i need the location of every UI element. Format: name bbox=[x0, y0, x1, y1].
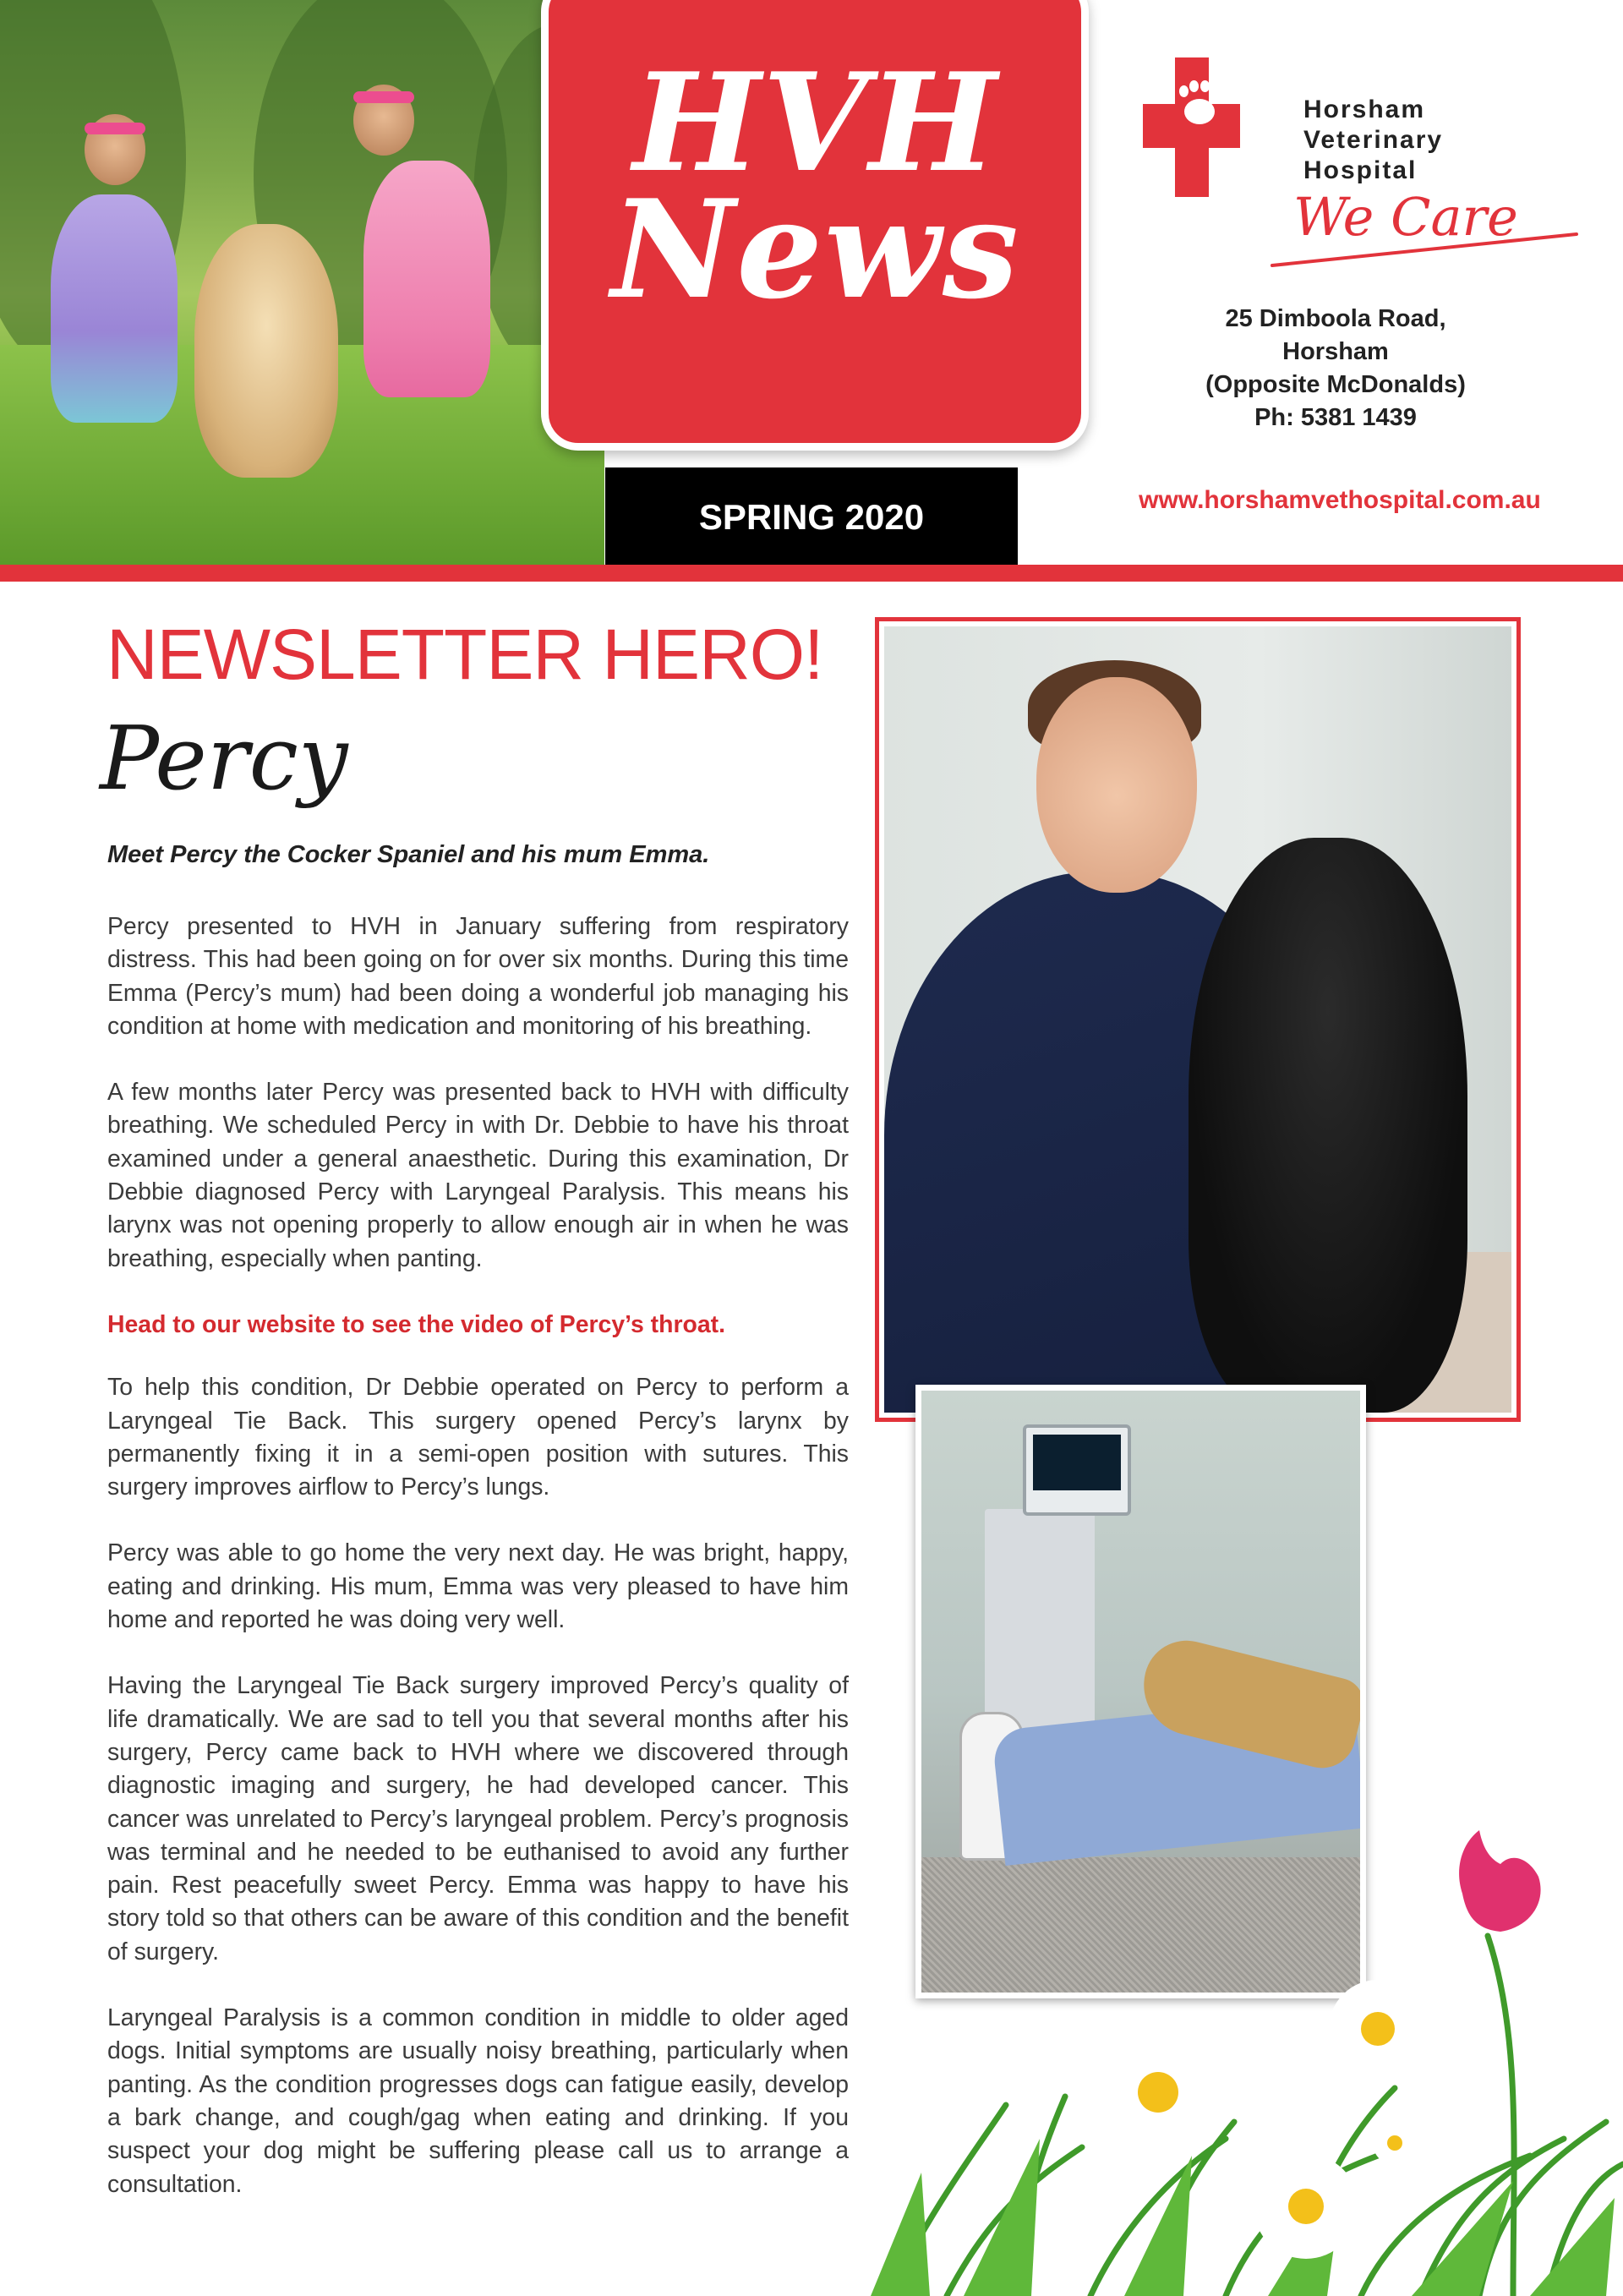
daisy-flowers-decoration bbox=[871, 1818, 1623, 2296]
paragraph: A few months later Percy was presented back to HVH with difficulty breathing. We scheduled Percy in with Dr. Debbie to have his throat examined under a general anaesthetic. During this examination, Dr Debbie diagnosed Percy with Laryngeal Paralysis. This means his larynx was not opening properly to allow enough air in when he was breathing, especially when panting. bbox=[107, 1079, 849, 1272]
article-intro: Meet Percy the Cocker Spaniel and his mum Emma. bbox=[107, 841, 710, 868]
hospital-logo-text bbox=[1303, 95, 1506, 186]
paragraph: To help this condition, Dr Debbie operated on Percy to perform a Laryngeal Tie Back. This surgery opened Percy’s larynx by permanently fixing it in a semi-open position with sutures. This surgery improves airflow to Percy’s lungs. bbox=[107, 1374, 849, 1501]
logo-tagline: We Care bbox=[1293, 186, 1518, 248]
paragraph: Laryngeal Paralysis is a common condition in middle to older aged dogs. Initial symptoms are usually noisy breathing, particularly when panting. As the condition progresses dogs can fatigue easily, develop a bark change, and cough/gag when eating and drinking. If you suspect your dog might be suffering please call us to arrange a consultation. bbox=[107, 2004, 849, 2198]
address-town: Horsham bbox=[1282, 338, 1389, 365]
pet-name: Percy bbox=[100, 707, 348, 810]
paragraph: Having the Laryngeal Tie Back surgery improved Percy’s quality of life dramatically. We are sad to tell you that several months after his surgery, Percy came back to HVH where we discovered through diagnostic imaging and surgery, he had developed cancer. This cancer was unrelated to Percy’s laryngeal problem. Percy’s prognosis was terminal and he needed to be euthanised to avoid any further pain. Rest peacefully sweet Percy. Emma was happy to have his story told so that others can be aware of this condition and the benefit of surgery. bbox=[107, 1672, 849, 1965]
newsletter-title bbox=[541, 43, 1090, 329]
title-line-hvh: HVH bbox=[632, 43, 999, 202]
header-photo-girls-and-dog bbox=[0, 0, 604, 565]
article-heading: NEWSLETTER HERO! bbox=[107, 615, 823, 694]
header-divider bbox=[0, 565, 1623, 582]
address-landmark: (Opposite McDonalds) bbox=[1205, 371, 1466, 398]
logo-line-hospital: Hospital bbox=[1303, 156, 1418, 184]
paw-icon bbox=[1178, 80, 1220, 148]
hospital-address bbox=[1167, 303, 1505, 435]
logo-line-veterinary: Veterinary bbox=[1303, 126, 1444, 154]
paragraph: Percy presented to HVH in January suffering from respiratory distress. This had been going on for over six months. During this time Emma (Percy’s mum) had been doing a wonderful job managing his condition at home with medication and monitoring of his breathing. bbox=[107, 913, 849, 1040]
paragraph: Percy was able to go home the very next day. He was bright, happy, eating and drinking. His mum, Emma was very pleased to have him home and reported he was doing very well. bbox=[107, 1539, 849, 1634]
website-link[interactable]: www.horshamvethospital.com.au bbox=[1139, 486, 1541, 514]
address-street: 25 Dimboola Road, bbox=[1225, 305, 1446, 332]
tagline-swoosh bbox=[1268, 230, 1581, 272]
season-label: SPRING 2020 bbox=[698, 497, 925, 537]
video-callout-link[interactable]: Head to our website to see the video of Percy’s throat. bbox=[107, 1310, 725, 1338]
photo-emma-and-percy bbox=[875, 617, 1521, 1422]
title-line-news: News bbox=[611, 170, 1020, 329]
logo-line-horsham: Horsham bbox=[1303, 96, 1426, 123]
article-body bbox=[107, 910, 849, 2234]
address-phone: Ph: 5381 1439 bbox=[1254, 404, 1417, 431]
